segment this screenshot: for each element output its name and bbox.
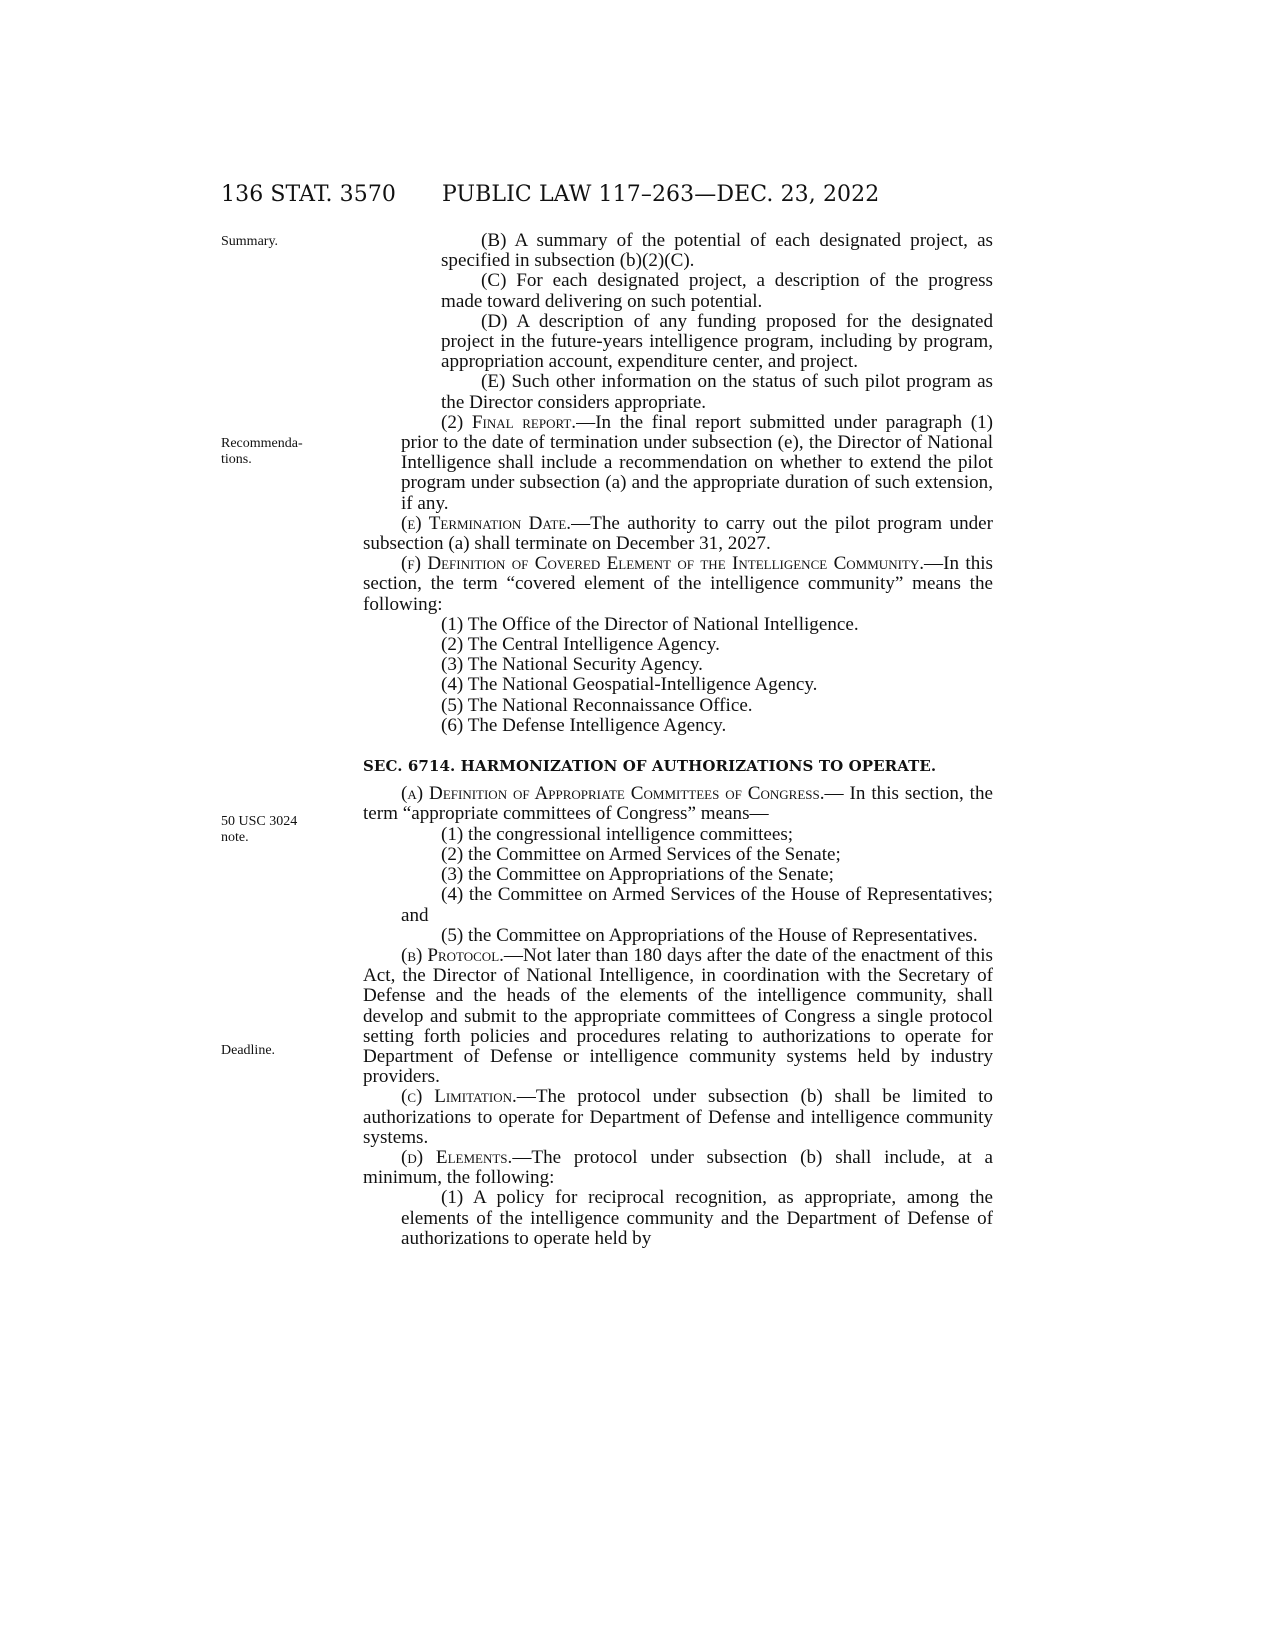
subsection-a-text: — In this section, the term “appropriate committees of Congress” means— [363,783,993,825]
subsection-c-text: —The protocol under subsection (b) shall be limited to authorizations to operate for Department of Defense and intelligence community systems. [363,1086,993,1148]
list-item: (1) The Office of the Director of National Intelligence. [441,613,859,635]
subsection-f-text: —In this section, the term “covered element of the intelligence community” means the following: [363,553,993,615]
document-body [363,231,993,1249]
margin-note-recommendations: Recommenda- tions. [221,436,303,467]
paragraph-E: (E) Such other information on the status of such pilot program as the Director considers appropriate. [441,371,993,413]
paragraph-D: (D) A description of any funding proposed for the designated project in the future-years intelligence program, including by program, appropriation account, expenditure center, and project. [441,310,993,373]
subsection-e-label: (e) Termination Date. [401,512,572,534]
subsection-a-label: (a) Definition of Appropriate Committees of Congress. [401,783,825,805]
margin-note-summary: Summary. [221,234,279,249]
subsection-c [363,1087,993,1148]
paragraph-final-report [363,413,993,514]
subsection-f [363,554,993,615]
list-item: (4) the Committee on Armed Services of the House of Representatives; and [401,884,993,926]
paragraph-d1: (1) A policy for reciprocal recognition, as appropriate, among the elements of the intelligence community and the Department of Defense of authorizations to operate held by [401,1187,993,1249]
margin-note-usc: 50 USC 3024 note. [221,814,298,845]
list-item: (5) the Committee on Appropriations of the House of Representatives. [441,924,978,946]
list-item: (6) The Defense Intelligence Agency. [441,714,727,736]
page-stat-citation: 136 STAT. 3570 [221,182,397,207]
subsection-d-text: —The protocol under subsection (b) shall include, at a minimum, the following: [363,1146,993,1189]
subsection-b-label: (b) Protocol. [401,944,504,966]
subsection-b-text: —Not later than 180 days after the date of the enactment of this Act, the Director of National Intelligence, in coordination with the Secretary of Defense and the heads of the elements of the intelligence community, shall develop and submit to the appropriate committees of Congress a single protocol setting forth policies and procedures relating to authorizations to operate for Department of Defense or intelligence community systems held by industry providers. [363,944,993,1088]
list-item: (1) the congressional intelligence committees; [441,823,794,845]
list-item: (3) The National Security Agency. [441,654,703,676]
subsection-a [363,784,993,824]
final-report-text: —In the final report submitted under paragraph (1) prior to the date of termination under subsection (e), the Director of National Intelligence shall include a recommendation on whether to extend the pilot program under subsection (a) and the appropriate duration of such extension, if any. [401,411,994,514]
list-item: (5) The National Reconnaissance Office. [441,694,753,716]
subsection-b [363,946,993,1087]
subsection-e-text: —The authority to carry out the pilot program under subsection (a) shall terminate on December 31, 2027. [363,512,994,555]
subsection-e [363,514,993,554]
paragraph-C: (C) For each designated project, a description of the progress made toward delivering on such potential. [441,270,993,312]
subsection-d-label: (d) Elements. [401,1146,513,1168]
list-item: (2) The Central Intelligence Agency. [441,634,720,656]
list-item: (2) the Committee on Armed Services of the Senate; [441,843,841,865]
final-report-label: (2) Final report. [441,411,577,433]
subsection-c-label: (c) Limitation. [401,1086,517,1108]
list-item: (4) The National Geospatial-Intelligence Agency. [441,674,818,696]
subsection-d [363,1148,993,1188]
section-heading: SEC. 6714. HARMONIZATION OF AUTHORIZATIONS TO OPERATE. [363,757,937,776]
page-running-title: PUBLIC LAW 117–263—DEC. 23, 2022 [442,182,880,207]
paragraph-B: (B) A summary of the potential of each designated project, as specified in subsection (b)(2)(C). [441,230,993,272]
list-item: (3) the Committee on Appropriations of the Senate; [441,864,834,886]
subsection-f-label: (f) Definition of Covered Element of the Intelligence Community. [401,553,925,575]
margin-note-deadline: Deadline. [221,1043,276,1058]
